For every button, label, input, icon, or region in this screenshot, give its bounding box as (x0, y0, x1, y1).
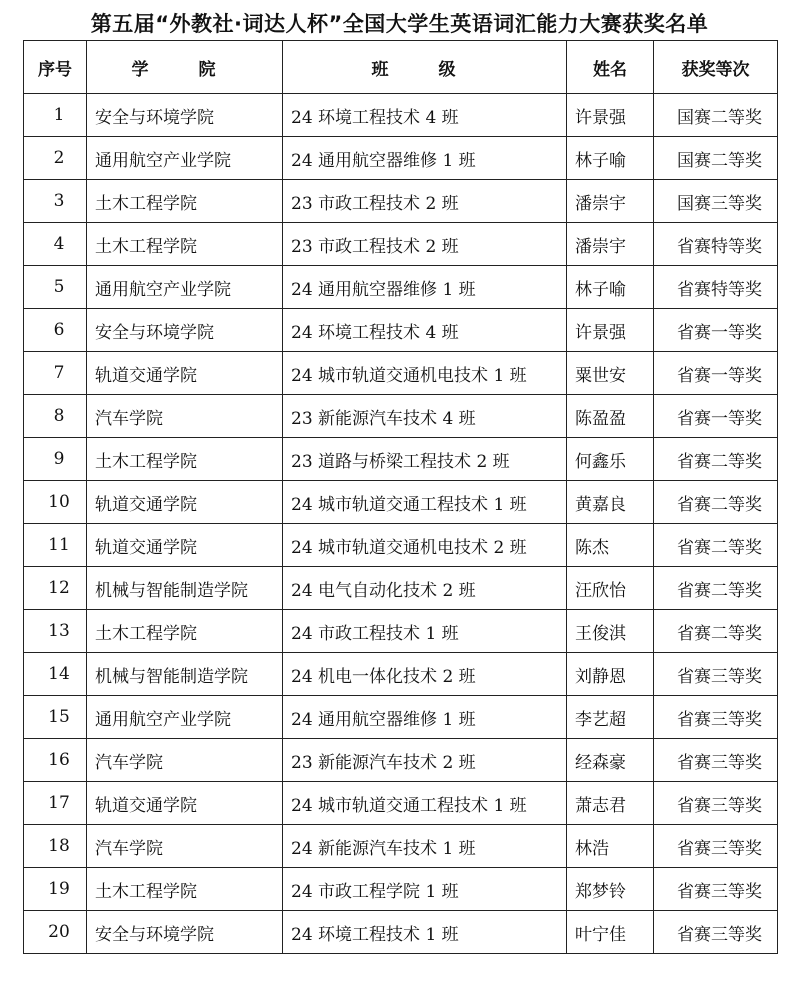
cell-class: 23 道路与桥梁工程技术 2 班 (283, 438, 567, 481)
table-header-row (24, 41, 778, 94)
table-row (24, 395, 778, 438)
cell-no: 3 (24, 180, 87, 223)
cell-no: 14 (24, 653, 87, 696)
cell-no: 13 (24, 610, 87, 653)
cell-award: 省赛特等奖 (654, 223, 778, 266)
cell-award: 省赛三等奖 (654, 739, 778, 782)
cell-class: 24 环境工程技术 1 班 (283, 911, 567, 954)
cell-school: 安全与环境学院 (87, 911, 283, 954)
cell-award: 国赛三等奖 (654, 180, 778, 223)
cell-class: 24 城市轨道交通机电技术 2 班 (283, 524, 567, 567)
cell-name: 林子喻 (567, 266, 654, 309)
cell-class: 24 市政工程学院 1 班 (283, 868, 567, 911)
column-header-class: 班 级 (283, 41, 567, 94)
cell-name: 刘静恩 (567, 653, 654, 696)
cell-name: 许景强 (567, 94, 654, 137)
cell-award: 国赛二等奖 (654, 137, 778, 180)
cell-school: 安全与环境学院 (87, 94, 283, 137)
cell-no: 6 (24, 309, 87, 352)
cell-school: 机械与智能制造学院 (87, 653, 283, 696)
cell-award: 省赛一等奖 (654, 309, 778, 352)
cell-award: 省赛三等奖 (654, 696, 778, 739)
cell-no: 2 (24, 137, 87, 180)
cell-class: 24 城市轨道交通机电技术 1 班 (283, 352, 567, 395)
cell-school: 机械与智能制造学院 (87, 567, 283, 610)
cell-name: 潘崇宇 (567, 180, 654, 223)
cell-class: 24 通用航空器维修 1 班 (283, 696, 567, 739)
table-row (24, 266, 778, 309)
table-row (24, 352, 778, 395)
cell-class: 23 市政工程技术 2 班 (283, 223, 567, 266)
cell-award: 省赛二等奖 (654, 481, 778, 524)
cell-no: 1 (24, 94, 87, 137)
table-row (24, 94, 778, 137)
cell-award: 省赛二等奖 (654, 524, 778, 567)
cell-school: 轨道交通学院 (87, 481, 283, 524)
cell-name: 萧志君 (567, 782, 654, 825)
cell-class: 24 通用航空器维修 1 班 (283, 137, 567, 180)
column-header-name: 姓名 (567, 41, 654, 94)
cell-class: 24 城市轨道交通工程技术 1 班 (283, 481, 567, 524)
cell-school: 土木工程学院 (87, 438, 283, 481)
cell-school: 通用航空产业学院 (87, 696, 283, 739)
table-row (24, 438, 778, 481)
cell-no: 17 (24, 782, 87, 825)
cell-award: 省赛一等奖 (654, 395, 778, 438)
table-row (24, 696, 778, 739)
cell-no: 9 (24, 438, 87, 481)
table-row (24, 911, 778, 954)
cell-name: 许景强 (567, 309, 654, 352)
table-row (24, 137, 778, 180)
cell-no: 12 (24, 567, 87, 610)
cell-name: 郑梦铃 (567, 868, 654, 911)
cell-award: 省赛二等奖 (654, 438, 778, 481)
cell-name: 何鑫乐 (567, 438, 654, 481)
table-row (24, 610, 778, 653)
cell-class: 24 新能源汽车技术 1 班 (283, 825, 567, 868)
cell-class: 24 通用航空器维修 1 班 (283, 266, 567, 309)
cell-class: 24 机电一体化技术 2 班 (283, 653, 567, 696)
cell-name: 叶宁佳 (567, 911, 654, 954)
cell-name: 王俊淇 (567, 610, 654, 653)
cell-no: 19 (24, 868, 87, 911)
table-row (24, 868, 778, 911)
table-row (24, 653, 778, 696)
column-header-no: 序号 (24, 41, 87, 94)
cell-school: 轨道交通学院 (87, 524, 283, 567)
cell-no: 4 (24, 223, 87, 266)
table-row (24, 524, 778, 567)
table-row (24, 481, 778, 524)
column-header-school: 学 院 (87, 41, 283, 94)
cell-no: 16 (24, 739, 87, 782)
cell-award: 省赛二等奖 (654, 567, 778, 610)
cell-class: 23 市政工程技术 2 班 (283, 180, 567, 223)
cell-school: 土木工程学院 (87, 610, 283, 653)
cell-award: 省赛三等奖 (654, 911, 778, 954)
cell-award: 省赛三等奖 (654, 868, 778, 911)
table-row (24, 567, 778, 610)
cell-no: 10 (24, 481, 87, 524)
cell-no: 8 (24, 395, 87, 438)
table-body (24, 94, 778, 954)
table-row (24, 782, 778, 825)
cell-award: 省赛特等奖 (654, 266, 778, 309)
cell-name: 林子喻 (567, 137, 654, 180)
cell-name: 经森豪 (567, 739, 654, 782)
table-row (24, 739, 778, 782)
cell-class: 24 城市轨道交通工程技术 1 班 (283, 782, 567, 825)
cell-school: 土木工程学院 (87, 868, 283, 911)
cell-name: 林浩 (567, 825, 654, 868)
page-title: 第五届“外教社·词达人杯”全国大学生英语词汇能力大赛获奖名单 (90, 12, 709, 36)
cell-class: 24 电气自动化技术 2 班 (283, 567, 567, 610)
cell-name: 汪欣怡 (567, 567, 654, 610)
cell-class: 23 新能源汽车技术 4 班 (283, 395, 567, 438)
cell-no: 5 (24, 266, 87, 309)
cell-school: 汽车学院 (87, 739, 283, 782)
cell-school: 轨道交通学院 (87, 782, 283, 825)
cell-award: 省赛三等奖 (654, 653, 778, 696)
cell-class: 24 环境工程技术 4 班 (283, 309, 567, 352)
cell-school: 土木工程学院 (87, 223, 283, 266)
table-row (24, 309, 778, 352)
cell-award: 省赛二等奖 (654, 610, 778, 653)
cell-name: 粟世安 (567, 352, 654, 395)
cell-no: 11 (24, 524, 87, 567)
cell-name: 陈杰 (567, 524, 654, 567)
cell-name: 黄嘉良 (567, 481, 654, 524)
cell-award: 省赛一等奖 (654, 352, 778, 395)
cell-name: 李艺超 (567, 696, 654, 739)
cell-award: 省赛三等奖 (654, 782, 778, 825)
cell-school: 安全与环境学院 (87, 309, 283, 352)
cell-no: 7 (24, 352, 87, 395)
table-row (24, 825, 778, 868)
cell-school: 汽车学院 (87, 825, 283, 868)
cell-school: 汽车学院 (87, 395, 283, 438)
cell-school: 轨道交通学院 (87, 352, 283, 395)
cell-school: 通用航空产业学院 (87, 137, 283, 180)
table-row (24, 180, 778, 223)
cell-class: 24 市政工程技术 1 班 (283, 610, 567, 653)
cell-no: 18 (24, 825, 87, 868)
cell-no: 15 (24, 696, 87, 739)
cell-no: 20 (24, 911, 87, 954)
cell-name: 潘崇宇 (567, 223, 654, 266)
column-header-award: 获奖等次 (654, 41, 778, 94)
awards-table (23, 40, 778, 954)
cell-award: 国赛二等奖 (654, 94, 778, 137)
cell-class: 23 新能源汽车技术 2 班 (283, 739, 567, 782)
table-row (24, 223, 778, 266)
cell-school: 土木工程学院 (87, 180, 283, 223)
cell-award: 省赛三等奖 (654, 825, 778, 868)
cell-name: 陈盈盈 (567, 395, 654, 438)
cell-class: 24 环境工程技术 4 班 (283, 94, 567, 137)
cell-school: 通用航空产业学院 (87, 266, 283, 309)
